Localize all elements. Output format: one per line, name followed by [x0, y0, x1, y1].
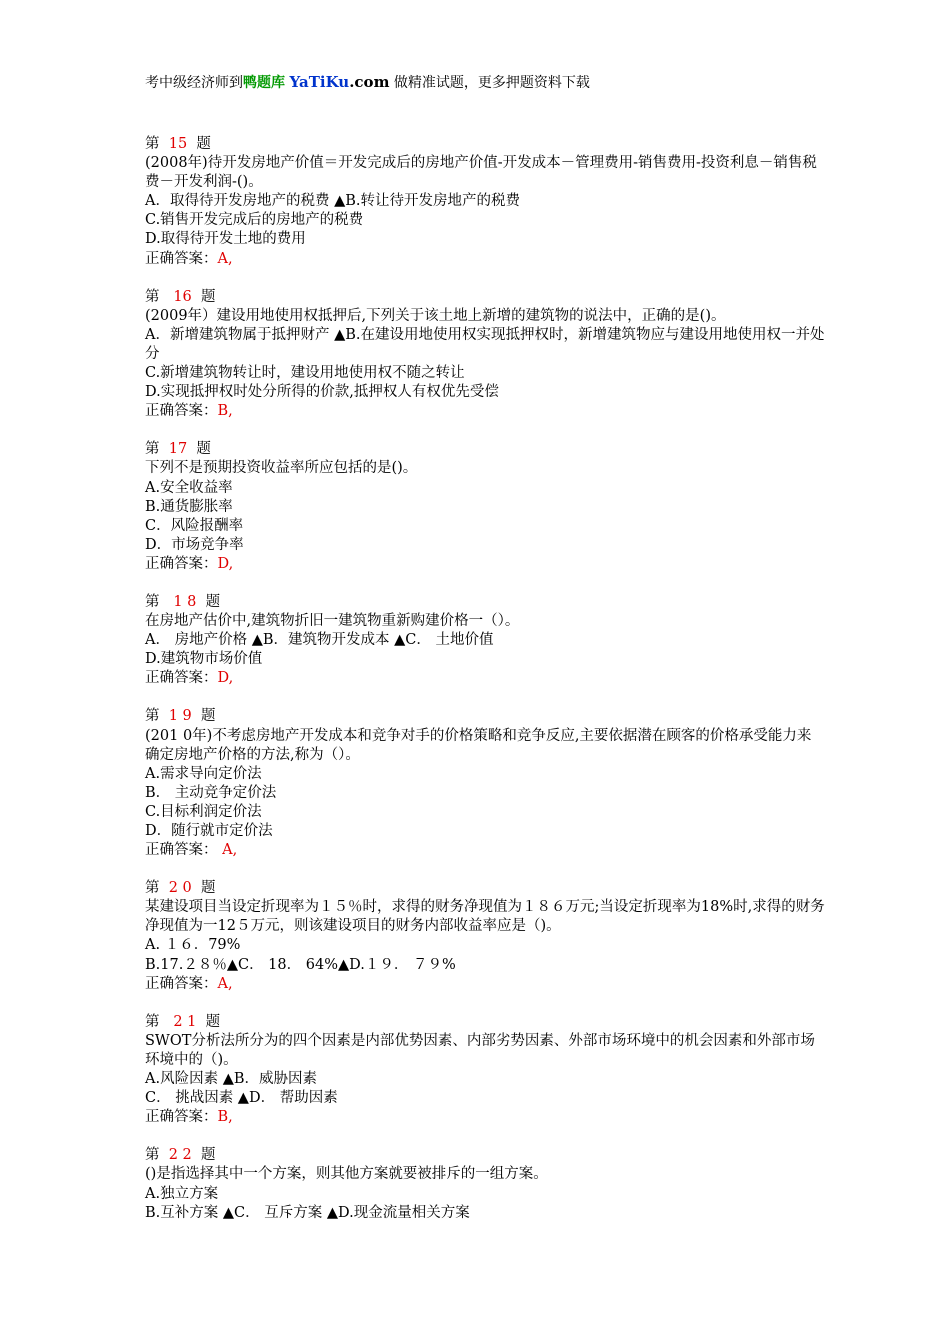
question-number: 1 8: [173, 593, 197, 610]
question-number: 17: [168, 441, 188, 458]
correct-answer-value: A,: [217, 975, 233, 992]
question-title: [145, 440, 825, 459]
answer-option: A.需求导向定价法: [145, 765, 262, 782]
question-title-prefix: 第: [145, 441, 169, 458]
correct-answer-label: 正确答案：: [145, 1109, 218, 1126]
answer-option: D.建筑物市场价值: [145, 651, 263, 668]
header-suffix: 做精准试题，更多押题资料下载: [393, 75, 590, 91]
question-title: [145, 1146, 825, 1165]
question-block: [145, 1146, 825, 1222]
question-stem: (2009年）建设用地使用权抵押后,下列关于该土地上新增的建筑物的说法中，正确的是()。: [145, 307, 726, 324]
question-number: 2 0: [168, 880, 192, 897]
correct-answer-label: 正确答案：: [145, 555, 218, 572]
question-title: [145, 1013, 825, 1032]
answer-option: B.互补方案 ▲C． 互斥方案 ▲D.现金流量相关方案: [145, 1204, 470, 1221]
brand-cn-link[interactable]: 鸭题库: [243, 75, 285, 91]
correct-answer: [145, 669, 825, 688]
answer-option: A．新增建筑物属于抵押财产 ▲B.在建设用地使用权实现抵押权时，新增建筑物应与建设用地使用权一并处分: [145, 326, 825, 362]
question-title: [145, 593, 825, 612]
question-block: [145, 593, 825, 688]
question-stem: 某建设项目当设定折现率为１５％时，求得的财务净现值为１８６万元;当设定折现率为18%时,求得的财务净现值为一12５万元，则该建设项目的财务内部收益率应是（)。: [145, 899, 825, 935]
question-block: [145, 707, 825, 860]
question-stem: 下列不是预期投资收益率所应包括的是()。: [145, 460, 418, 477]
answer-option: A.风险因素 ▲B．威胁因素: [145, 1071, 317, 1088]
correct-answer-value: A,: [217, 842, 238, 859]
question-title-suffix: 题: [191, 288, 216, 305]
question-title-suffix: 题: [196, 593, 221, 610]
question-stem: ()是指选择其中一个方案，则其他方案就要被排斥的一组方案。: [145, 1166, 548, 1183]
answer-option: A. １６．79%: [145, 937, 241, 954]
brand-en-link[interactable]: YaTiKu: [289, 73, 350, 91]
answer-option: B.17.２８％▲C． 18． 64%▲D.１９． ７９%: [145, 956, 456, 973]
question-stem: (2008年)待开发房地产价值＝开发完成后的房地产价值-开发成本－管理费用-销售费用-投资利息－销售税费－开发利润-()。: [145, 155, 817, 191]
question-title-suffix: 题: [191, 880, 216, 897]
correct-answer-label: 正确答案：: [145, 403, 218, 420]
correct-answer-label: 正确答案：: [145, 670, 218, 687]
correct-answer-value: B,: [217, 403, 233, 420]
question-block: [145, 288, 825, 422]
question-title-suffix: 题: [187, 441, 211, 458]
answer-option: C.新增建筑物转让时，建设用地使用权不随之转让: [145, 365, 465, 382]
question-title: [145, 135, 825, 154]
question-title-prefix: 第: [145, 880, 169, 897]
answer-option: B． 主动竞争定价法: [145, 784, 277, 801]
answer-option: A.安全收益率: [145, 479, 233, 496]
correct-answer: [145, 402, 825, 421]
question-title: [145, 879, 825, 898]
correct-answer-value: D,: [217, 670, 234, 687]
question-block: [145, 440, 825, 574]
question-number: 16: [173, 288, 192, 305]
answer-option: C． 挑战因素 ▲D． 帮助因素: [145, 1090, 338, 1107]
question-number: 2 1: [173, 1013, 197, 1030]
answer-option: B.通货膨胀率: [145, 498, 233, 515]
answer-option: D.实现抵押权时处分所得的价款,抵押权人有权优先受偿: [145, 384, 499, 401]
correct-answer-value: A,: [217, 250, 233, 267]
question-title-suffix: 题: [196, 1013, 221, 1030]
question-block: [145, 1013, 825, 1128]
correct-answer-label: 正确答案：: [145, 250, 218, 267]
question-title: [145, 707, 825, 726]
correct-answer-value: B,: [217, 1109, 233, 1126]
question-title-suffix: 题: [187, 136, 211, 152]
question-list: [145, 135, 825, 1242]
question-title-prefix: 第: [145, 1147, 169, 1164]
answer-option: C.销售开发完成后的房地产的税费: [145, 212, 364, 229]
correct-answer: [145, 975, 825, 994]
question-title-prefix: 第: [145, 288, 174, 305]
question-title: [145, 288, 825, 307]
question-number: 15: [168, 136, 188, 152]
correct-answer: [145, 841, 825, 860]
answer-option: A． 房地产价格 ▲B．建筑物开发成本 ▲C． 土地价值: [145, 632, 494, 649]
page-header: [145, 72, 590, 92]
question-title-prefix: 第: [145, 136, 169, 152]
question-title-prefix: 第: [145, 1013, 174, 1030]
question-number: 1 9: [168, 708, 192, 725]
question-stem: SWOT分析法所分为的四个因素是内部优势因素、内部劣势因素、外部市场环境中的机会因素和外部市场环境中的（)。: [145, 1032, 815, 1068]
question-title-suffix: 题: [191, 708, 216, 725]
question-title-suffix: 题: [191, 1147, 216, 1164]
question-block: [145, 135, 825, 269]
question-number: 2 2: [168, 1147, 192, 1164]
correct-answer: [145, 555, 825, 574]
answer-option: C．风险报酬率: [145, 517, 244, 534]
answer-option: D．随行就市定价法: [145, 823, 273, 839]
correct-answer: [145, 1108, 825, 1127]
correct-answer-value: D,: [217, 555, 234, 572]
brand-com-link[interactable]: .com: [349, 73, 390, 91]
answer-option: D.取得待开发土地的费用: [145, 231, 306, 248]
question-block: [145, 879, 825, 994]
question-stem: (201 0年)不考虑房地产开发成本和竞争对手的价格策略和竞争反应,主要依据潜在顾客的价格承受能力来确定房地产价格的方法,称为（）。: [145, 727, 812, 763]
correct-answer-label: 正确答案：: [145, 975, 218, 992]
answer-option: A．取得待开发房地产的税费 ▲B.转让待开发房地产的税费: [145, 193, 520, 210]
answer-option: D．市场竞争率: [145, 536, 244, 553]
correct-answer-label: 正确答案：: [145, 842, 218, 859]
question-title-prefix: 第: [145, 708, 169, 725]
question-title-prefix: 第: [145, 593, 174, 610]
header-prefix: 考中级经济师到: [145, 75, 243, 91]
answer-option: A.独立方案: [145, 1185, 219, 1202]
answer-option: C.目标利润定价法: [145, 803, 262, 820]
correct-answer: [145, 250, 825, 269]
question-stem: 在房地产估价中,建筑物折旧一建筑物重新购建价格一（）。: [145, 613, 520, 630]
